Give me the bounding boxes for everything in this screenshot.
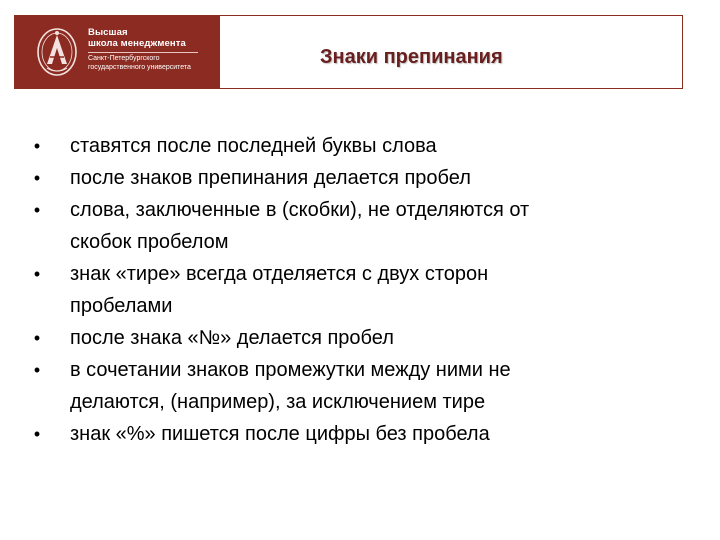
slide-title: Знаки препинания	[320, 46, 503, 68]
bullet-text-line: делаются, (например), за исключением тире	[70, 391, 486, 413]
logo-subline-1: Санкт-Петербургского	[88, 55, 160, 62]
logo-subline-2: государственного университета	[88, 63, 191, 71]
logo-separator	[88, 52, 198, 53]
bullet-text-line: знак «%» пишется после цифры без пробела	[70, 423, 490, 445]
bullet-item	[30, 354, 670, 418]
logo-line-1: Высшая	[88, 27, 128, 38]
bullet-marker: •	[33, 136, 41, 156]
bullet-item	[30, 162, 670, 194]
bullet-text-line: после знака «№» делается пробел	[70, 327, 394, 349]
bullet-marker: •	[33, 424, 41, 444]
bullet-list	[30, 130, 670, 450]
bullet-marker: •	[33, 264, 41, 284]
slide-header	[14, 15, 683, 89]
bullet-text-line: после знаков препинания делается пробел	[70, 167, 471, 189]
header-divider	[219, 16, 220, 88]
bullet-text-line: пробелами	[70, 295, 173, 317]
bullet-marker: •	[33, 360, 41, 380]
bullet-item	[30, 258, 670, 322]
bullet-text-line: скобок пробелом	[70, 231, 229, 253]
bullet-item	[30, 418, 670, 450]
bullet-text-line: слова, заключенные в (скобки), не отделяются от	[70, 199, 530, 221]
bullet-text-line: знак «тире» всегда отделяется с двух сторон	[70, 263, 489, 285]
bullet-marker: •	[33, 168, 41, 188]
bullet-item	[30, 194, 670, 258]
university-emblem-icon	[35, 26, 79, 78]
bullet-marker: •	[33, 200, 41, 220]
bullet-item	[30, 130, 670, 162]
university-logo	[15, 16, 219, 88]
bullet-text-line: в сочетании знаков промежутки между ними не	[70, 359, 511, 381]
bullet-text-line: ставятся после последней буквы слова	[70, 135, 437, 157]
bullet-marker: •	[33, 328, 41, 348]
logo-line-2: школа менеджмента	[88, 37, 186, 49]
bullet-item	[30, 322, 670, 354]
